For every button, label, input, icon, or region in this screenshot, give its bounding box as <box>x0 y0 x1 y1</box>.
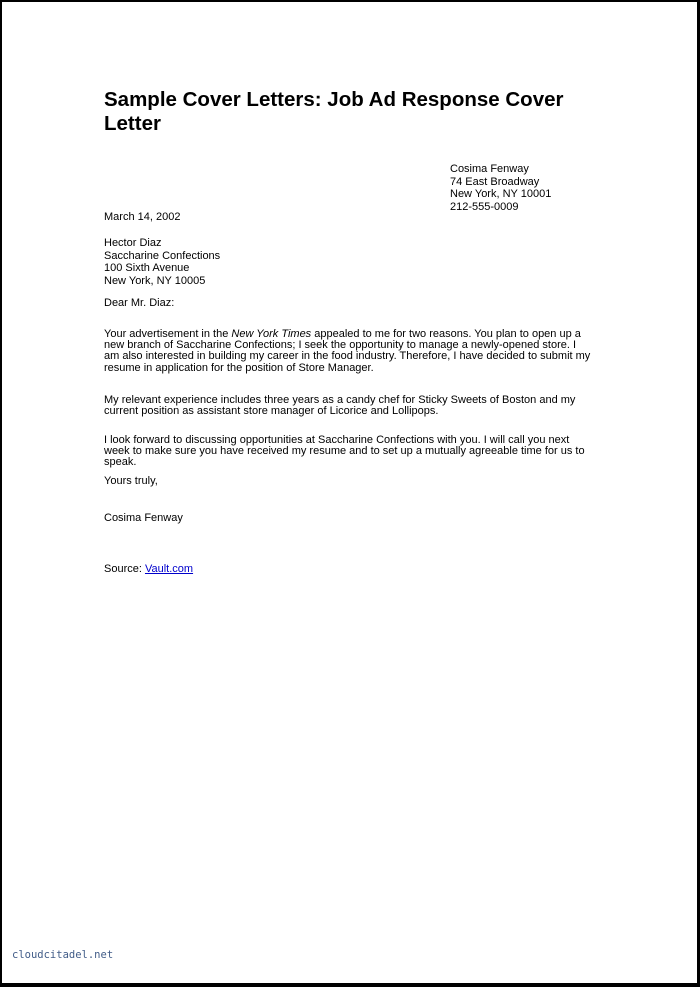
body-paragraph-1 <box>104 329 594 374</box>
body-paragraph-2: My relevant experience includes three years as a candy chef for Sticky Sweets of Boston and my current position as assistant store manager of Licorice and Lollipops. <box>104 394 576 418</box>
source-line <box>104 563 193 576</box>
document-title: Sample Cover Letters: Job Ad Response Cover Letter <box>104 88 564 135</box>
recipient-address-block <box>104 237 220 287</box>
sender-phone: 212-555-0009 <box>450 200 519 213</box>
document-page <box>2 2 697 983</box>
recipient-company: Saccharine Confections <box>104 249 221 262</box>
source-link[interactable]: Vault.com <box>144 563 194 575</box>
watermark-text: cloudcitadel.net <box>12 949 114 961</box>
newspaper-name: New York Times <box>231 328 312 340</box>
signature-name: Cosima Fenway <box>104 512 183 524</box>
sender-name: Cosima Fenway <box>450 163 529 175</box>
sender-street: 74 East Broadway <box>450 175 540 188</box>
recipient-name: Hector Diaz <box>104 237 162 249</box>
paragraph-1-start: Your advertisement in the <box>104 328 232 340</box>
paragraph-1-rest: appealed to me for two reasons. You plan to open up a new branch of Saccharine Confections; I seek the opportunity to manage a newly-opened store. I am also interested in building my career in the food industry. Therefore, I have decided to submit my resume in application for the position of Store Manager. <box>104 328 591 374</box>
sender-city: New York, NY 10001 <box>450 188 552 200</box>
recipient-street: 100 Sixth Avenue <box>104 262 190 274</box>
body-paragraph-3: I look forward to discussing opportunities at Saccharine Confections with you. I will call you next week to make sure you have received my resume and to set up a mutually agreeable time for us to speak. <box>104 434 585 469</box>
letter-date: March 14, 2002 <box>104 211 181 223</box>
closing: Yours truly, <box>104 475 158 487</box>
source-label: Source: <box>104 563 145 575</box>
salutation: Dear Mr. Diaz: <box>104 297 175 309</box>
sender-address-block <box>450 163 551 213</box>
recipient-city: New York, NY 10005 <box>104 274 206 287</box>
